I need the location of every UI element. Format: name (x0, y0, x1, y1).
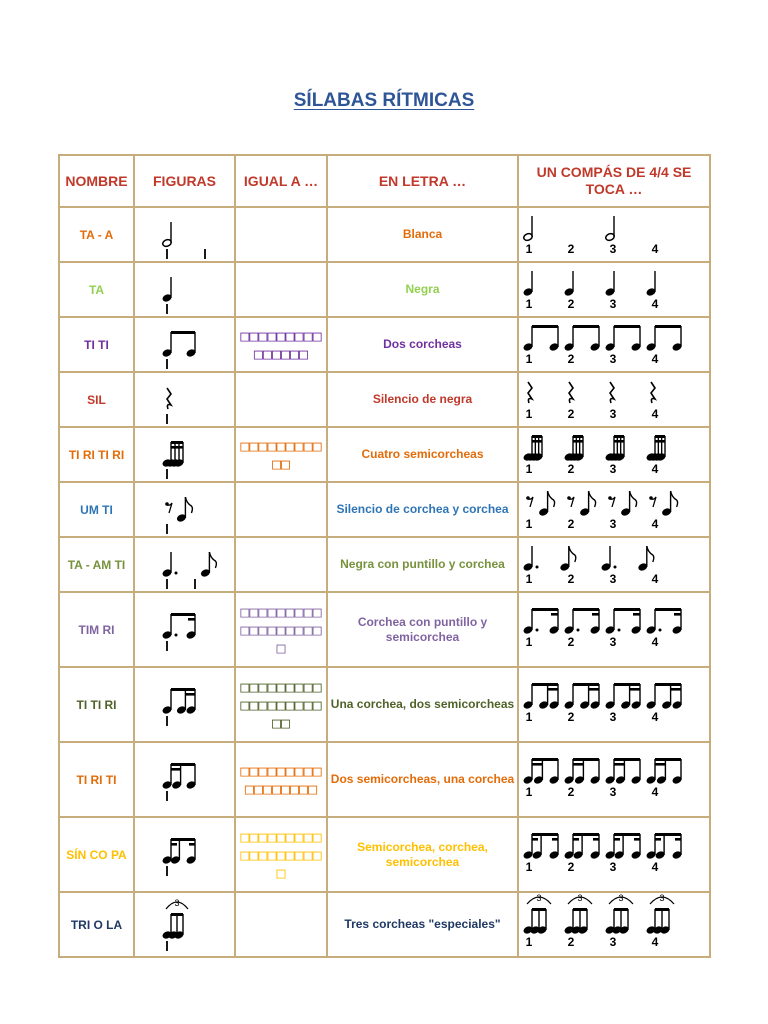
row-letra: Corchea con puntillo y semicorchea (327, 592, 518, 667)
beat-number: 4 (651, 407, 658, 421)
beat-number: 2 (567, 572, 574, 586)
figure-glyph (137, 670, 232, 739)
beat-number: 4 (651, 785, 658, 799)
beat-number: 3 (609, 785, 616, 799)
beat-number: 2 (567, 517, 574, 531)
beat-number: 1 (525, 935, 532, 949)
table-row (59, 482, 710, 537)
row-nombre: TI TI (59, 317, 134, 372)
tuplet-label: 3 (617, 894, 624, 903)
row-nombre: TA (59, 262, 134, 317)
figure-glyph (137, 540, 232, 589)
table-row (59, 317, 710, 372)
beat-number: 3 (609, 407, 616, 421)
row-igual (235, 892, 327, 957)
row-letra: Dos semicorcheas, una corchea (327, 742, 518, 817)
beat-number: 1 (525, 352, 532, 366)
beat-number: 1 (525, 785, 532, 799)
row-letra: Semicorchea, corchea, semicorchea (327, 817, 518, 892)
beat-number: 4 (651, 935, 658, 949)
row-letra: Una corchea, dos semicorcheas (327, 667, 518, 742)
row-figura (134, 537, 235, 592)
row-igual: □□□□□□□□□□□ (235, 427, 327, 482)
row-nombre: TI RI TI RI (59, 427, 134, 482)
beat-number: 4 (651, 462, 658, 476)
table-row (59, 892, 710, 957)
beat-number: 3 (609, 242, 616, 256)
table-header-row (59, 155, 710, 207)
table-row (59, 667, 710, 742)
figure-glyph (137, 820, 232, 889)
measure-glyph (522, 744, 707, 815)
tuplet-label: 3 (658, 894, 665, 903)
row-figura (134, 592, 235, 667)
row-figura (134, 742, 235, 817)
row-compas (518, 537, 710, 592)
row-nombre: UM TI (59, 482, 134, 537)
page-title: SÍLABAS RÍTMICAS (293, 90, 475, 111)
row-compas (518, 817, 710, 892)
row-letra: Silencio de negra (327, 372, 518, 427)
figure-glyph (137, 895, 232, 954)
row-nombre: TIM RI (59, 592, 134, 667)
figure-glyph (137, 745, 232, 814)
beat-number: 4 (651, 860, 658, 874)
figure-glyph (137, 595, 232, 664)
beat-number: 2 (567, 462, 574, 476)
row-compas (518, 207, 710, 262)
beat-number: 2 (567, 352, 574, 366)
figure-glyph (137, 485, 232, 534)
row-compas (518, 427, 710, 482)
beat-number: 4 (651, 242, 658, 256)
tuplet-label: 3 (576, 894, 583, 903)
beat-number: 2 (567, 860, 574, 874)
figure-glyph (137, 375, 232, 424)
beat-number: 1 (525, 710, 532, 724)
beat-number: 4 (651, 297, 658, 311)
row-letra: Negra (327, 262, 518, 317)
measure-glyph (522, 484, 707, 535)
table-row (59, 427, 710, 482)
beat-number: 4 (651, 352, 658, 366)
measure-glyph (522, 594, 707, 665)
beat-number: 2 (567, 407, 574, 421)
figure-glyph (137, 265, 232, 314)
row-figura (134, 482, 235, 537)
row-compas (518, 667, 710, 742)
beat-number: 2 (567, 242, 574, 256)
row-igual (235, 372, 327, 427)
row-compas (518, 372, 710, 427)
row-igual: □□□□□□□□□□□□□□□□□ (235, 742, 327, 817)
table-row (59, 742, 710, 817)
beat-number: 3 (609, 572, 616, 586)
beat-number: 3 (609, 635, 616, 649)
measure-glyph (522, 264, 707, 315)
measure-glyph (522, 539, 707, 590)
beat-number: 1 (525, 242, 532, 256)
row-figura (134, 317, 235, 372)
table-row (59, 207, 710, 262)
row-nombre: SIL (59, 372, 134, 427)
beat-number: 2 (567, 710, 574, 724)
row-figura (134, 892, 235, 957)
header-letra: EN LETRA … (327, 155, 518, 207)
row-compas (518, 742, 710, 817)
row-letra: Cuatro semicorcheas (327, 427, 518, 482)
row-figura (134, 427, 235, 482)
figure-glyph (137, 210, 232, 259)
beat-number: 3 (609, 517, 616, 531)
measure-glyph (522, 669, 707, 740)
header-compas: UN COMPÁS DE 4/4 SE TOCA … (518, 155, 710, 207)
table-row (59, 817, 710, 892)
measure-glyph (522, 209, 707, 260)
measure-glyph (522, 374, 707, 425)
beat-number: 2 (567, 635, 574, 649)
beat-number: 3 (609, 352, 616, 366)
beat-number: 2 (567, 785, 574, 799)
row-compas (518, 892, 710, 957)
row-igual (235, 262, 327, 317)
beat-number: 4 (651, 517, 658, 531)
beat-number: 3 (609, 297, 616, 311)
figure-glyph (137, 320, 232, 369)
header-nombre: NOMBRE (59, 155, 134, 207)
row-compas (518, 317, 710, 372)
beat-number: 4 (651, 710, 658, 724)
beat-number: 3 (609, 860, 616, 874)
beat-number: 2 (567, 297, 574, 311)
row-igual: □□□□□□□□□□□□□□□□□□□ (235, 592, 327, 667)
measure-glyph (522, 319, 707, 370)
row-letra: Negra con puntillo y corchea (327, 537, 518, 592)
beat-number: 4 (651, 572, 658, 586)
row-compas (518, 482, 710, 537)
row-igual: □□□□□□□□□□□□□□□□□□□□ (235, 667, 327, 742)
row-igual: □□□□□□□□□□□□□□□□□□□ (235, 817, 327, 892)
row-letra: Tres corcheas "especiales" (327, 892, 518, 957)
row-letra: Blanca (327, 207, 518, 262)
row-nombre: TA - A (59, 207, 134, 262)
row-letra: Silencio de corchea y corchea (327, 482, 518, 537)
beat-number: 3 (609, 935, 616, 949)
beat-number: 3 (609, 462, 616, 476)
row-nombre: TA - AM TI (59, 537, 134, 592)
beat-number: 1 (525, 407, 532, 421)
row-figura (134, 372, 235, 427)
row-nombre: SÍN CO PA (59, 817, 134, 892)
table-row (59, 262, 710, 317)
table-row (59, 537, 710, 592)
header-igual: IGUAL A … (235, 155, 327, 207)
beat-number: 1 (525, 860, 532, 874)
beat-number: 4 (651, 635, 658, 649)
row-figura (134, 262, 235, 317)
row-compas (518, 262, 710, 317)
row-nombre: TRI O LA (59, 892, 134, 957)
tuplet-label: 3 (535, 894, 542, 903)
table-row (59, 372, 710, 427)
table-body (59, 207, 710, 957)
row-letra: Dos corcheas (327, 317, 518, 372)
row-nombre: TI TI RI (59, 667, 134, 742)
measure-glyph (522, 429, 707, 480)
rhythm-table (58, 154, 711, 958)
table-row (59, 592, 710, 667)
beat-number: 2 (567, 935, 574, 949)
beat-number: 1 (525, 635, 532, 649)
row-figura (134, 207, 235, 262)
beat-number: 1 (525, 517, 532, 531)
beat-number: 1 (525, 572, 532, 586)
figure-glyph (137, 430, 232, 479)
beat-number: 1 (525, 462, 532, 476)
measure-glyph (522, 894, 707, 955)
tuplet-label: 3 (174, 898, 180, 908)
measure-glyph (522, 819, 707, 890)
row-igual (235, 207, 327, 262)
row-igual (235, 482, 327, 537)
beat-number: 3 (609, 710, 616, 724)
row-figura (134, 667, 235, 742)
row-nombre: TI RI TI (59, 742, 134, 817)
row-figura (134, 817, 235, 892)
beat-number: 1 (525, 297, 532, 311)
row-igual: □□□□□□□□□□□□□□□ (235, 317, 327, 372)
row-igual (235, 537, 327, 592)
row-compas (518, 592, 710, 667)
header-figuras: FIGURAS (134, 155, 235, 207)
